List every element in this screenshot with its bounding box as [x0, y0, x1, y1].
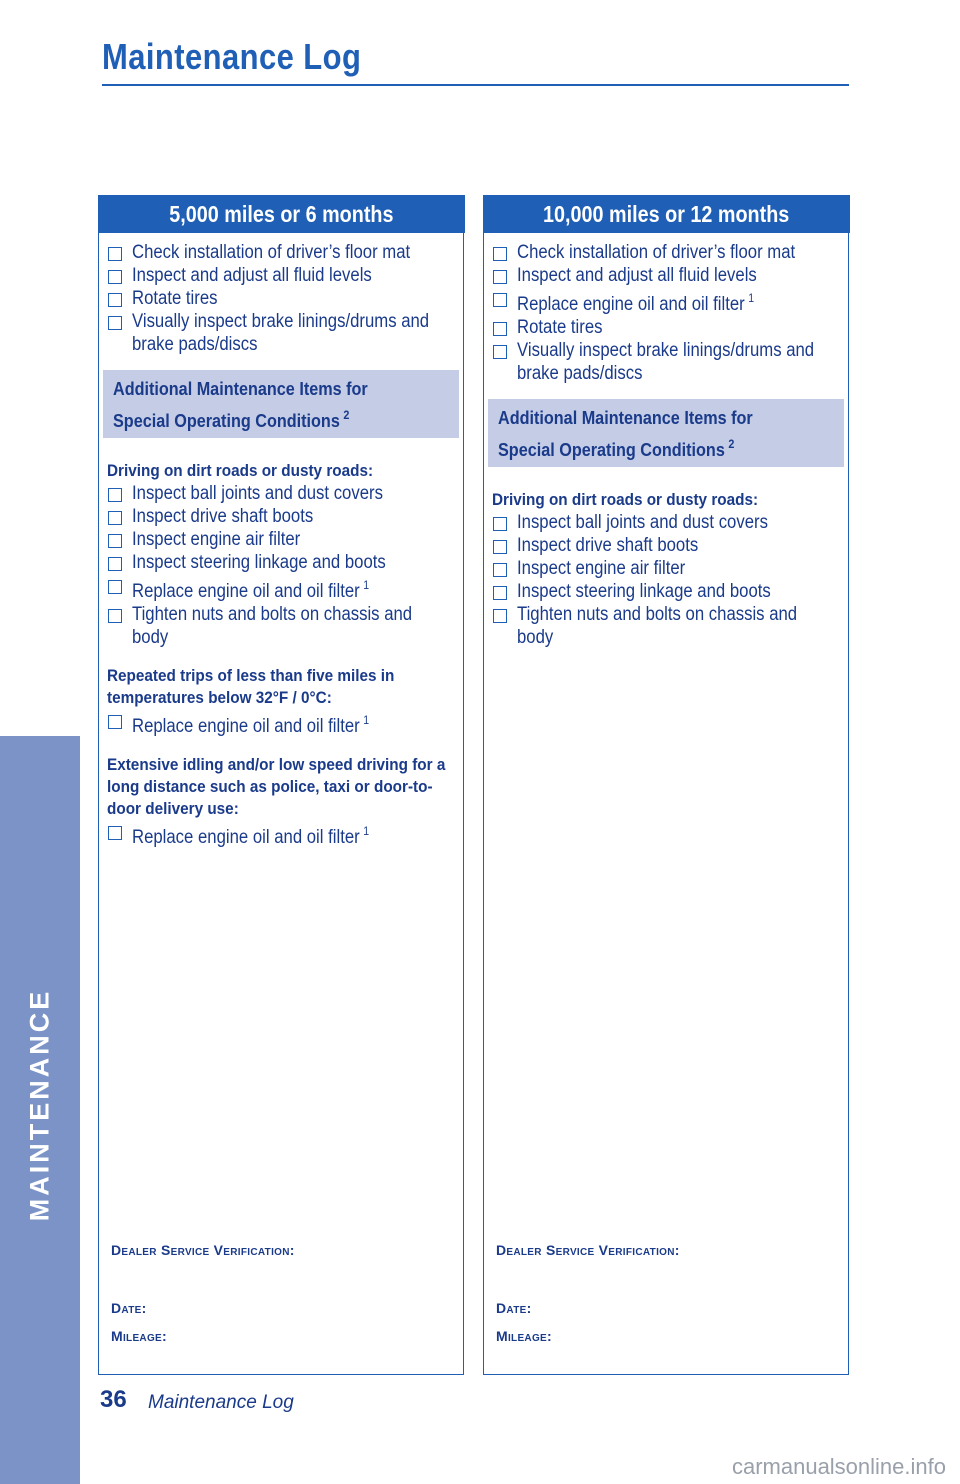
checkbox[interactable] — [493, 609, 507, 623]
checklist-item-text — [132, 287, 450, 310]
checklist-item — [107, 264, 455, 287]
checklist-item — [107, 528, 455, 551]
checkbox[interactable] — [493, 586, 507, 600]
maintenance-column-5000 — [98, 195, 464, 1375]
checkbox[interactable] — [108, 715, 122, 729]
checklist-item-text — [517, 534, 835, 557]
checkbox[interactable] — [108, 534, 122, 548]
checklist-item-text — [132, 264, 450, 287]
column-heading — [483, 195, 850, 233]
checklist-item-text — [517, 603, 835, 649]
checklist-item-text — [132, 528, 450, 551]
checkbox[interactable] — [493, 517, 507, 531]
checklist-item-text — [132, 574, 450, 603]
condition-heading-text: Repeated trips of less than five miles in temperatures below 32°F / 0°C: — [107, 666, 395, 707]
checkbox[interactable] — [108, 270, 122, 284]
special-conditions-line2 — [498, 431, 834, 463]
checkbox[interactable] — [108, 488, 122, 502]
condition-heading — [107, 460, 455, 482]
checklist-item-text — [132, 709, 450, 738]
checklist-item-label: Tighten nuts and bolts on chassis and body — [517, 604, 798, 648]
checklist-item — [107, 505, 455, 528]
mileage-label: Mileage: — [111, 1328, 167, 1344]
checklist-item-label: Check installation of driver’s floor mat — [132, 242, 411, 263]
checklist-item-text — [517, 339, 835, 385]
checkbox[interactable] — [493, 293, 507, 307]
column-heading — [98, 195, 465, 233]
checklist-item-text — [132, 505, 450, 528]
footnote-marker: 2 — [343, 408, 350, 422]
footer-section-name: Maintenance Log — [148, 1392, 294, 1413]
checklist-item — [492, 557, 840, 580]
checkbox[interactable] — [108, 293, 122, 307]
checklist-item — [107, 603, 455, 649]
checklist-item-text — [517, 511, 835, 534]
checkbox[interactable] — [108, 826, 122, 840]
checklist-item-text — [132, 310, 450, 356]
checklist-item — [492, 534, 840, 557]
checklist-item-label: Inspect engine air filter — [132, 529, 301, 550]
checkbox[interactable] — [493, 322, 507, 336]
page-title: Maintenance Log — [102, 36, 362, 77]
checklist-item — [492, 264, 840, 287]
checklist-item-label: Rotate tires — [132, 288, 218, 309]
checklist-item-label: Inspect steering linkage and boots — [132, 552, 386, 573]
checklist-item-text — [132, 820, 450, 849]
column-heading-text: 5,000 miles or 6 months — [168, 201, 394, 227]
dealer-verification-label: Dealer Service Verification: — [111, 1242, 295, 1258]
date-label: Date: — [111, 1300, 147, 1316]
checklist-item — [492, 241, 840, 264]
special-conditions-line1 — [498, 405, 834, 431]
special-conditions-line1-text: Additional Maintenance Items for — [113, 379, 368, 399]
special-conditions-banner — [103, 370, 459, 438]
checklist-item-label: Visually inspect brake linings/drums and brake pads/discs — [132, 311, 430, 355]
checklist-item — [492, 603, 840, 649]
checkbox[interactable] — [493, 247, 507, 261]
special-conditions-line2-text: Special Operating Conditions — [113, 411, 340, 431]
checklist-item-label: Replace engine oil and oil filter — [132, 716, 360, 737]
checklist-item-label: Rotate tires — [517, 317, 603, 338]
checklist-item-text — [132, 241, 450, 264]
page-number: 36 — [100, 1386, 127, 1413]
footnote-marker: 2 — [728, 437, 735, 451]
title-rule — [102, 84, 849, 86]
dealer-verification-label: Dealer Service Verification: — [496, 1242, 680, 1258]
checklist-item — [492, 316, 840, 339]
checklist-item-label: Replace engine oil and oil filter — [132, 827, 360, 848]
footnote-marker: 1 — [363, 578, 370, 592]
checkbox[interactable] — [493, 540, 507, 554]
checklist-item-label: Replace engine oil and oil filter — [132, 581, 360, 602]
checkbox[interactable] — [108, 580, 122, 594]
checklist-item — [107, 820, 455, 849]
checklist-item-label: Tighten nuts and bolts on chassis and body — [132, 604, 413, 648]
checklist-item — [107, 287, 455, 310]
checklist-item — [107, 551, 455, 574]
checklist-item-label: Inspect and adjust all fluid levels — [132, 265, 372, 286]
mileage-label: Mileage: — [496, 1328, 552, 1344]
checkbox[interactable] — [108, 247, 122, 261]
special-conditions-line2 — [113, 402, 449, 434]
checklist-item — [492, 580, 840, 603]
condition-heading — [492, 489, 840, 511]
checklist-item-label: Inspect and adjust all fluid levels — [517, 265, 757, 286]
checklist-item-text — [517, 287, 835, 316]
checklist-item-text — [517, 316, 835, 339]
checklist-item-text — [132, 551, 450, 574]
checklist-item — [107, 709, 455, 738]
checklist-item — [107, 310, 455, 356]
checkbox[interactable] — [108, 316, 122, 330]
checkbox[interactable] — [108, 511, 122, 525]
maintenance-column-10000 — [483, 195, 849, 1375]
checklist-item-label: Inspect drive shaft boots — [132, 506, 314, 527]
condition-heading-text: Driving on dirt roads or dusty roads: — [492, 490, 759, 509]
footnote-marker: 1 — [363, 713, 370, 727]
special-conditions-banner — [488, 399, 844, 467]
checklist-item — [492, 339, 840, 385]
checkbox[interactable] — [493, 345, 507, 359]
checkbox[interactable] — [493, 563, 507, 577]
footnote-marker: 1 — [363, 824, 370, 838]
condition-heading — [107, 754, 455, 820]
column-body — [484, 233, 848, 649]
checklist-item — [107, 574, 455, 603]
column-heading-text: 10,000 miles or 12 months — [542, 201, 790, 227]
checklist-item — [107, 241, 455, 264]
watermark: carmanualsonline.info — [731, 1454, 946, 1479]
checklist-item-text — [517, 580, 835, 603]
condition-heading-text: Extensive idling and/or low speed driving for a long distance such as police, taxi or door-to-door delivery use: — [107, 755, 446, 818]
checklist-item-text — [517, 264, 835, 287]
checklist-item-text — [132, 603, 450, 649]
checklist-item — [107, 482, 455, 505]
checkbox[interactable] — [108, 609, 122, 623]
checklist-item-label: Replace engine oil and oil filter — [517, 294, 745, 315]
checklist-item-text — [517, 241, 835, 264]
checklist-item-label: Visually inspect brake linings/drums and brake pads/discs — [517, 340, 815, 384]
column-body — [99, 233, 463, 849]
special-conditions-line2-text: Special Operating Conditions — [498, 440, 725, 460]
condition-heading — [107, 665, 455, 709]
date-label: Date: — [496, 1300, 532, 1316]
checklist-item-label: Inspect steering linkage and boots — [517, 581, 771, 602]
checklist-item — [492, 287, 840, 316]
checklist-item-label: Inspect drive shaft boots — [517, 535, 699, 556]
special-conditions-line1 — [113, 376, 449, 402]
checklist-item-label: Inspect ball joints and dust covers — [517, 512, 768, 533]
checklist-item-label: Inspect engine air filter — [517, 558, 686, 579]
checkbox[interactable] — [108, 557, 122, 571]
condition-heading-text: Driving on dirt roads or dusty roads: — [107, 461, 374, 480]
checklist-item-text — [517, 557, 835, 580]
checklist-item-label: Inspect ball joints and dust covers — [132, 483, 383, 504]
footnote-marker: 1 — [748, 291, 755, 305]
section-side-tab-label: MAINTENANCE — [24, 988, 55, 1222]
checklist-item-label: Check installation of driver’s floor mat — [517, 242, 796, 263]
checkbox[interactable] — [493, 270, 507, 284]
checklist-item — [492, 511, 840, 534]
special-conditions-line1-text: Additional Maintenance Items for — [498, 408, 753, 428]
checklist-item-text — [132, 482, 450, 505]
